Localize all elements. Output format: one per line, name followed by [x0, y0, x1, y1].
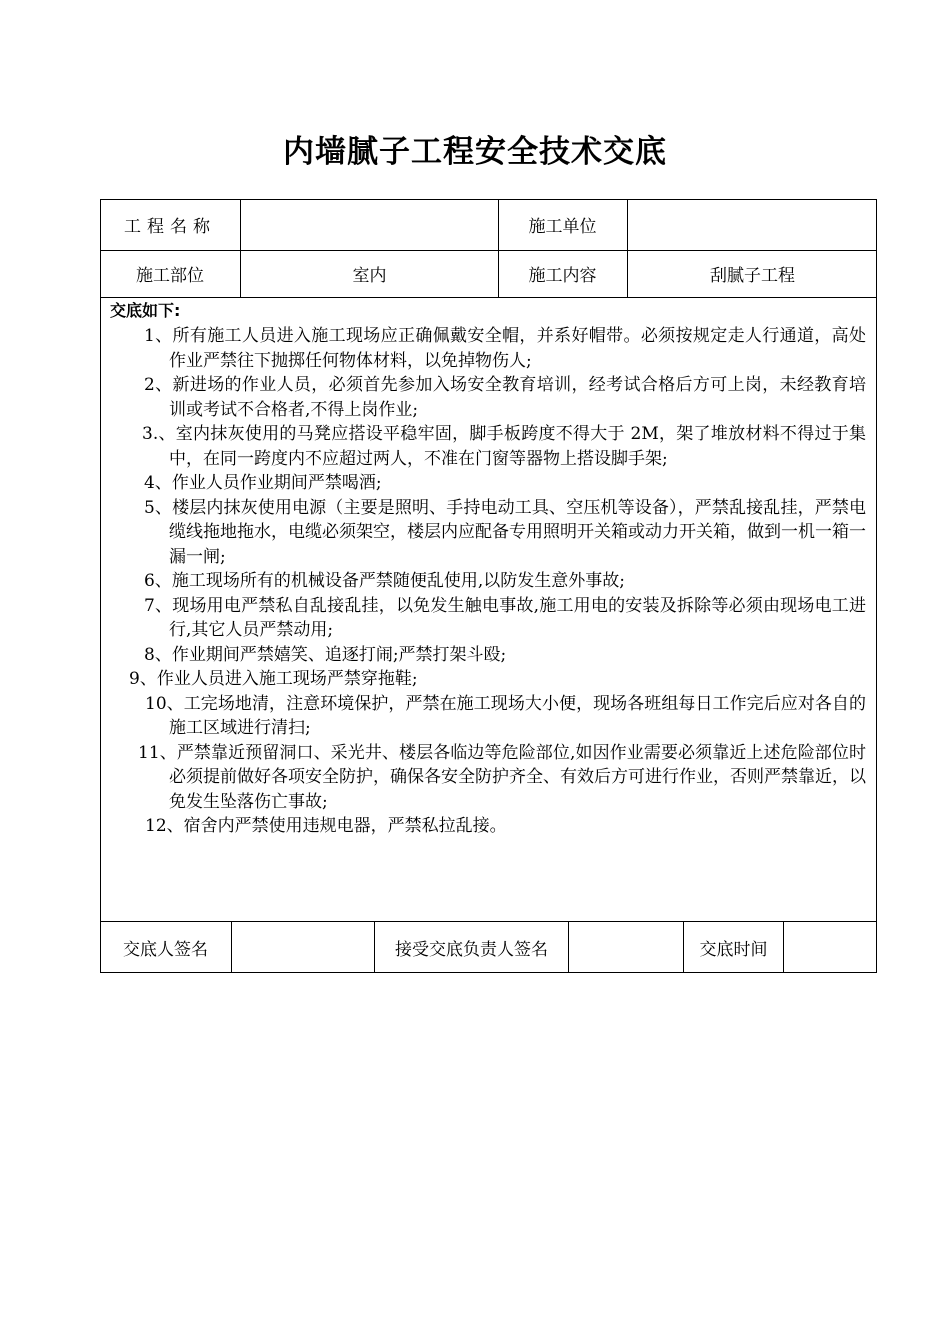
- briefing-item: 1、所有施工人员进入施工现场应正确佩戴安全帽，并系好帽带。必须按规定走人行通道，高处作业严禁往下抛掷任何物体材料，以免掉物伤人;: [144, 326, 866, 371]
- presenter-signature-label: 交底人签名: [123, 939, 208, 960]
- construction-content-value: 刮腻子工程: [710, 266, 795, 286]
- construction-unit-value: [628, 199, 877, 250]
- document-title: 内墙腻子工程安全技术交底: [283, 134, 667, 170]
- project-name-label: 工程名称: [124, 217, 216, 237]
- briefing-item: 9、作业人员进入施工现场严禁穿拖鞋;: [129, 669, 418, 689]
- presenter-signature-field[interactable]: [232, 921, 374, 973]
- receiver-signature-field[interactable]: [569, 921, 683, 973]
- briefing-time-label: 交底时间: [699, 939, 768, 960]
- row-divider: [100, 297, 877, 298]
- briefing-item: 11、严禁靠近预留洞口、采光井、楼层各临边等危险部位,如因作业需要必须靠近上述危险部位时必须提前做好各项安全防护，确保各安全防护齐全、有效后方可进行作业，否则严禁靠近，以免发生坠落伤亡事故;: [138, 742, 866, 812]
- briefing-item: 10、工完场地清，注意环境保护，严禁在施工现场大小便，现场各班组每日工作完后应对各自的施工区域进行清扫;: [145, 693, 866, 738]
- briefing-item: 12、宿舍内严禁使用违规电器，严禁私拉乱接。: [145, 816, 507, 836]
- briefing-item: 6、施工现场所有的机械设备严禁随便乱使用,以防发生意外事故;: [144, 571, 625, 591]
- construction-content-label: 施工内容: [528, 266, 597, 286]
- briefing-item: 3.、室内抹灰使用的马凳应搭设平稳牢固，脚手板跨度不得大于 2M，架了堆放材料不得过于集中，在同一跨度内不应超过两人，不准在门窗等器物上搭设脚手架;: [142, 424, 866, 469]
- construction-unit-label: 施工单位: [528, 217, 597, 237]
- receiver-signature-label: 接受交底负责人签名: [395, 939, 548, 960]
- briefing-intro: 交底如下:: [110, 301, 181, 320]
- briefing-item: 2、新进场的作业人员，必须首先参加入场安全教育培训，经考试合格后方可上岗，未经教育培训或考试不合格者,不得上岗作业;: [144, 375, 866, 420]
- construction-part-value: 室内: [352, 266, 387, 286]
- briefing-item: 4、作业人员作业期间严禁喝酒;: [144, 473, 382, 493]
- briefing-time-field[interactable]: [784, 921, 877, 973]
- briefing-item: 7、现场用电严禁私自乱接乱挂，以免发生触电事故,施工用电的安装及拆除等必须由现场电工进行,其它人员严禁动用;: [144, 595, 866, 640]
- briefing-item: 8、作业期间严禁嬉笑、追逐打闹;严禁打架斗殴;: [144, 644, 507, 665]
- construction-part-label: 施工部位: [136, 266, 204, 286]
- project-name-value: [241, 199, 498, 250]
- briefing-items: [102, 324, 874, 839]
- briefing-item: 5、楼层内抹灰使用电源（主要是照明、手持电动工具、空压机等设备），严禁乱接乱挂，严禁电缆线拖地拖水，电缆必须架空，楼层内应配备专用照明开关箱或动力开关箱，做到一机一箱一漏一闸;: [144, 497, 866, 567]
